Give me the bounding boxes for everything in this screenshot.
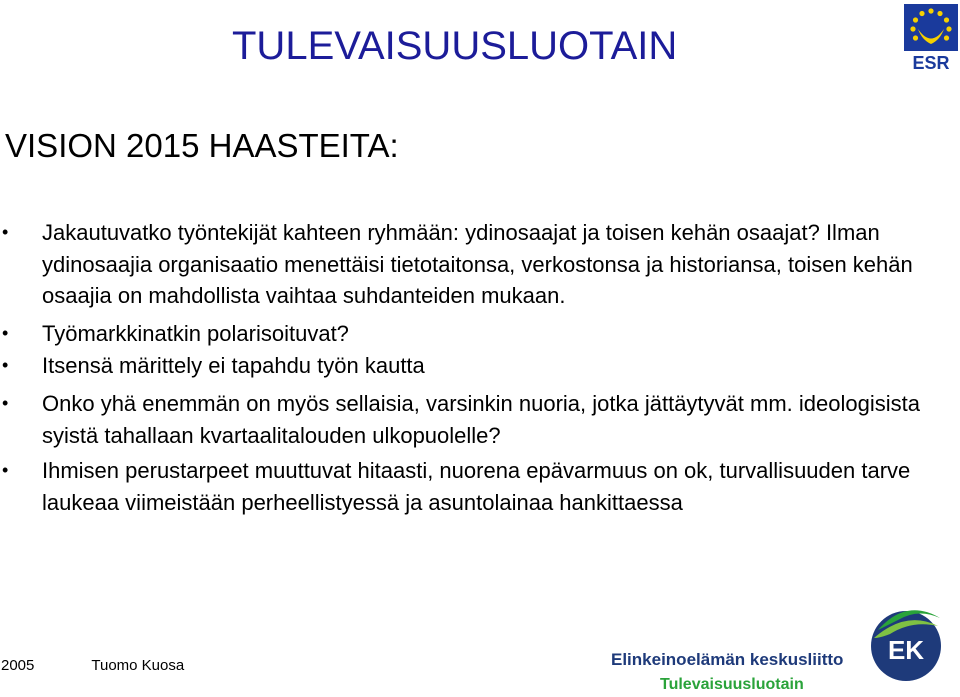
list-item (0, 455, 930, 518)
ek-organization-name: Elinkeinoelämän keskusliitto (611, 650, 844, 669)
bullet-text: Jakautuvatko työntekijät kahteen ryhmään: ydinosaajat ja toisen kehän osaajat? Ilman ydinosaajia organisaatio menettäisi tietotaitonsa, verkostonsa ja historiansa, toisen kehän osaajia on mahdollista vaihtaa suhdanteiden mukaan. (42, 220, 913, 308)
list-item (0, 388, 930, 451)
bullet-text: Onko yhä enemmän on myös sellaisia, varsinkin nuoria, jotka jättäytyvät mm. ideologisista syistä tahallaan kvartaalitalouden ulkopuolelle? (42, 391, 920, 448)
bullet-icon: • (2, 393, 9, 413)
list-item (0, 318, 930, 350)
bullet-text: Itsensä märittely ei tapahdu työn kautta (42, 353, 425, 378)
slide-subtitle: VISION 2015 HAASTEITA: (5, 127, 399, 164)
slide-title: TULEVAISUUSLUOTAIN (232, 24, 678, 68)
ek-initials: EK (887, 635, 925, 665)
esr-flag-icon (904, 4, 958, 72)
footer (1, 657, 184, 675)
ek-emblem-icon (866, 604, 946, 684)
ek-subtitle: Tulevaisuusluotain (660, 676, 804, 693)
bullet-icon: • (2, 460, 9, 480)
list-item (0, 217, 930, 312)
bullet-icon: • (2, 222, 9, 242)
bullet-icon: • (2, 355, 9, 375)
bullet-icon: • (2, 323, 9, 343)
list-item (0, 350, 930, 382)
esr-logo (904, 4, 958, 72)
footer-author: Tuomo Kuosa (91, 657, 185, 674)
ek-logo (866, 604, 946, 684)
esr-text: ESR (912, 53, 950, 72)
footer-year: 2005 (1, 657, 35, 674)
bullet-text: Työmarkkinatkin polarisoituvat? (42, 321, 349, 346)
bullet-text: Ihmisen perustarpeet muuttuvat hitaasti, nuorena epävarmuus on ok, turvallisuuden tarve laukeaa viimeistään perheellistyessä ja asuntolainaa hankittaessa (42, 458, 911, 515)
